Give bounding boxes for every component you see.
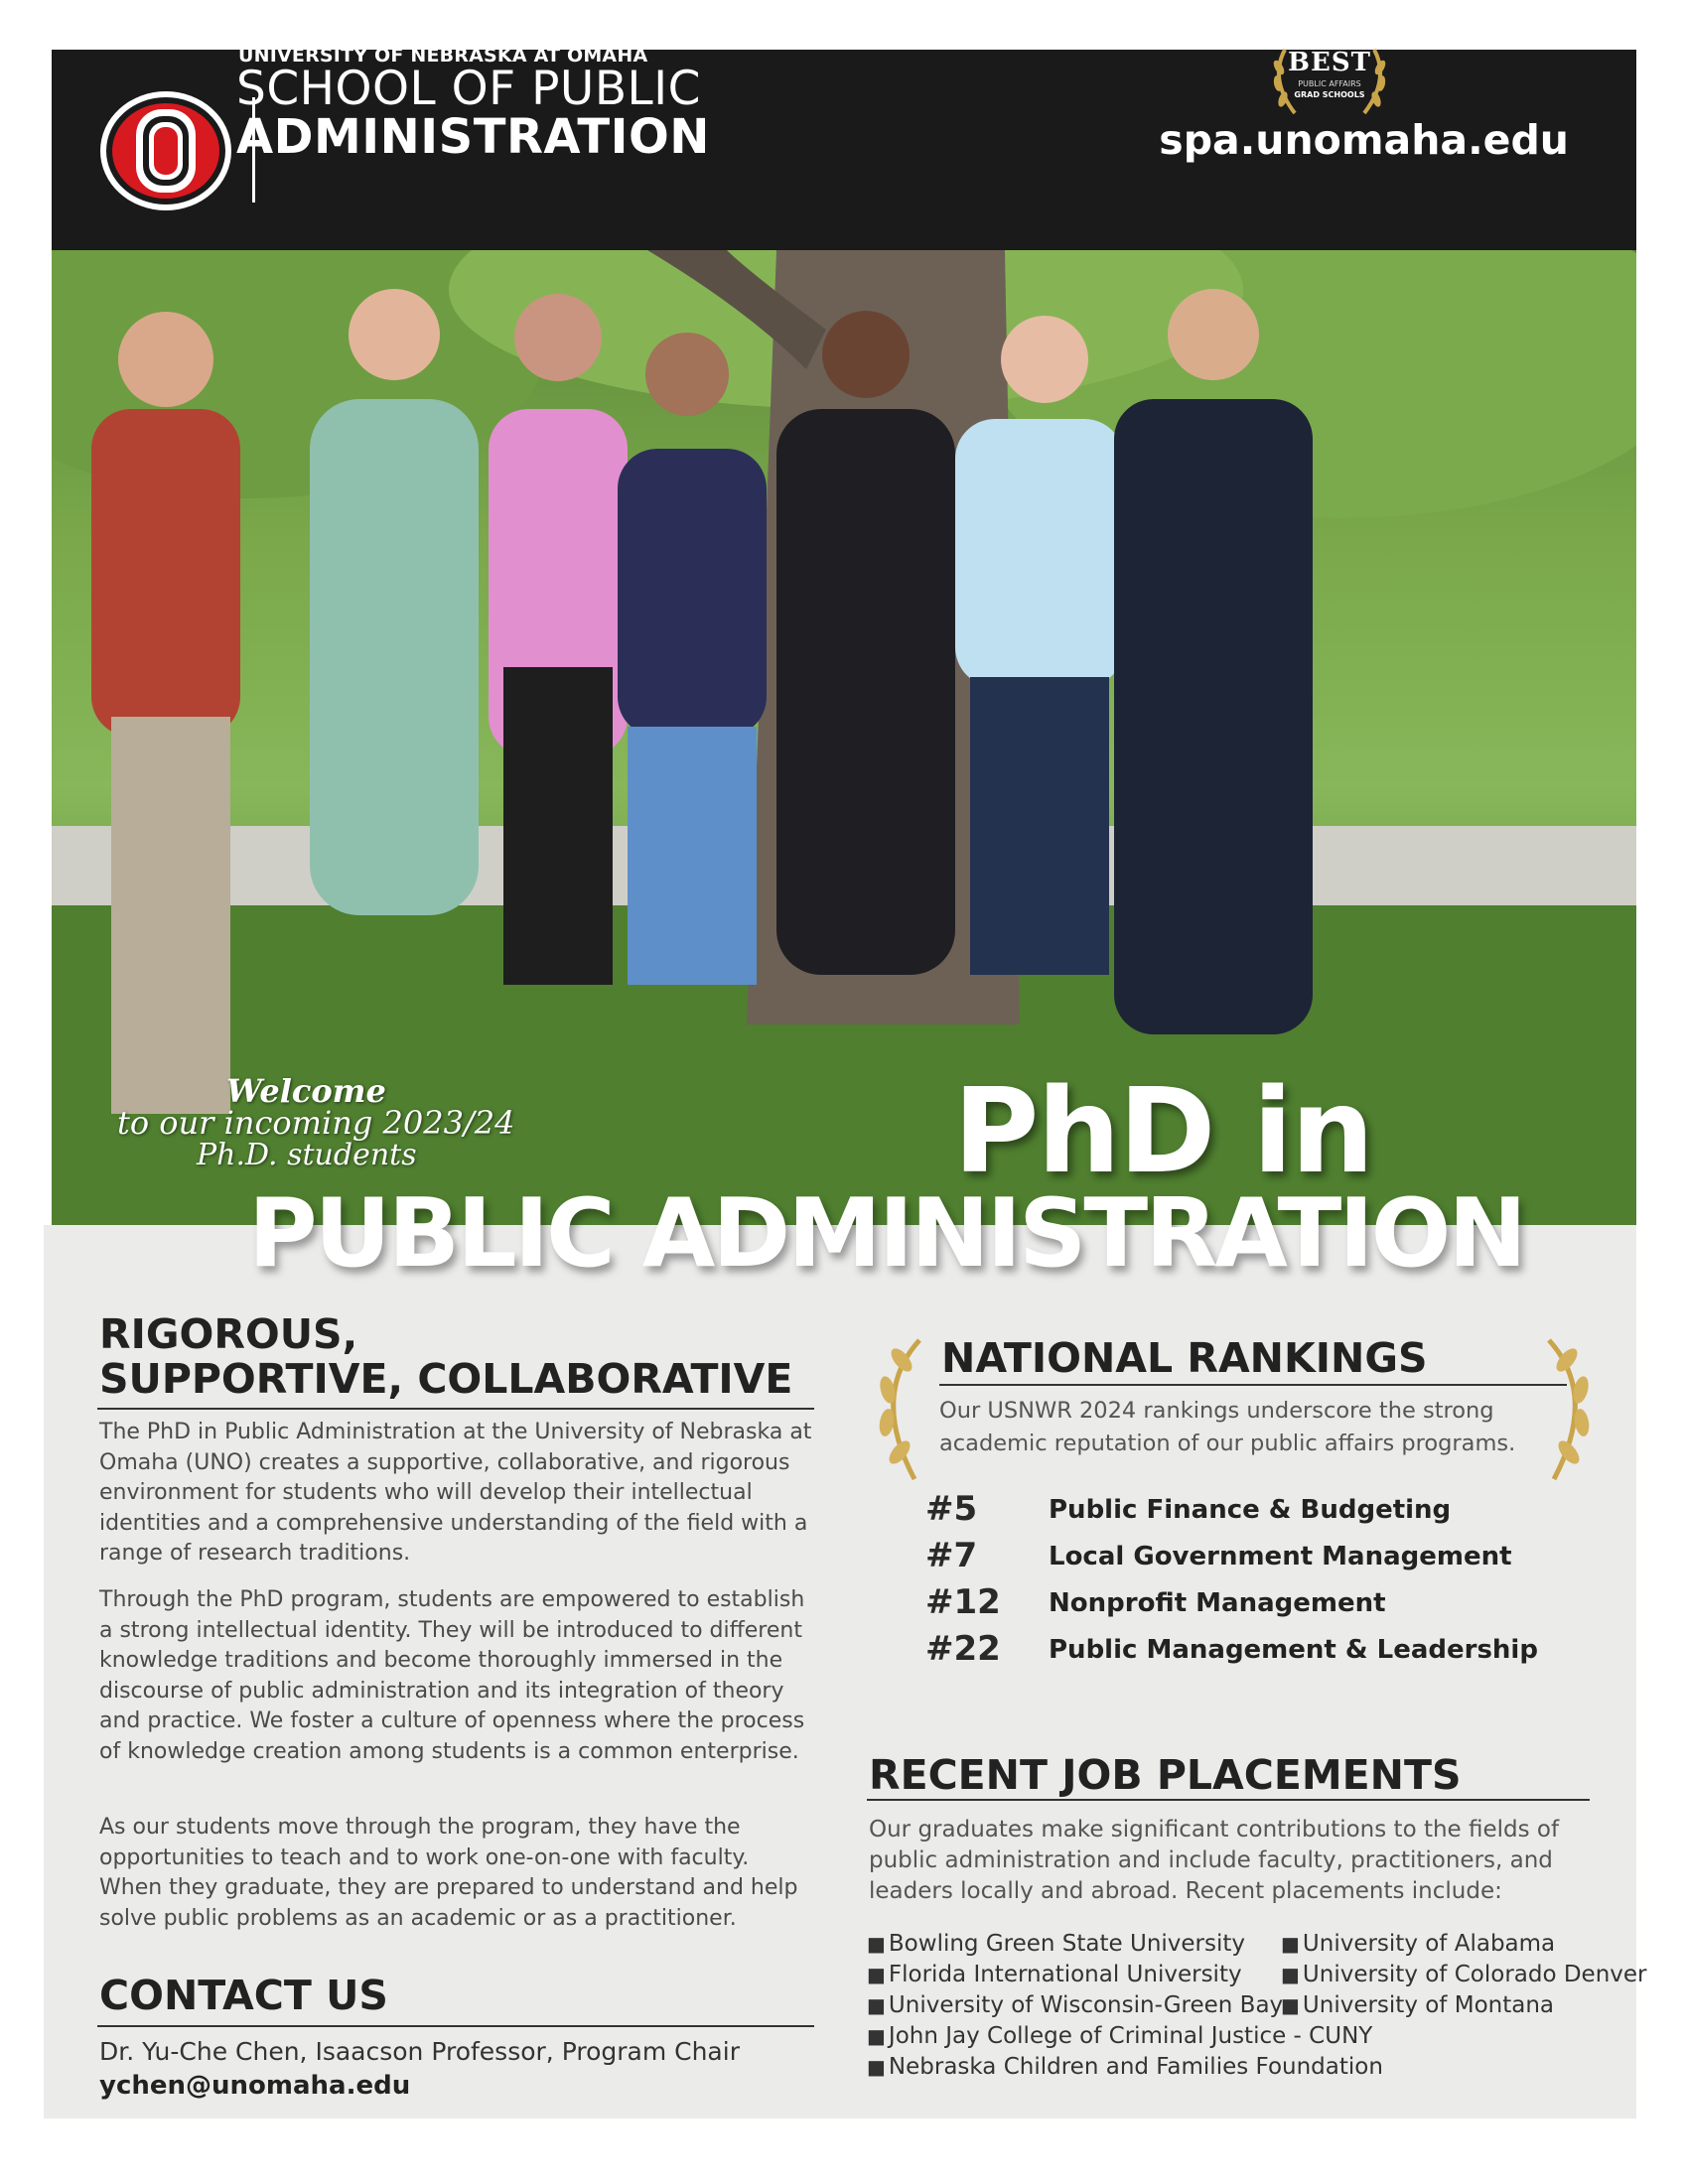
badge-best: BEST [1288, 48, 1371, 77]
badge-subtitle-2: GRAD SCHOOLS [1294, 90, 1365, 99]
rank-program: Nonprofit Management [1049, 1588, 1386, 1618]
rank-program: Local Government Management [1049, 1542, 1512, 1571]
contact-heading-rule [97, 2025, 814, 2027]
job-placement-item: ■ Nebraska Children and Families Foundation [867, 2054, 1383, 2080]
rank-number: #5 [925, 1489, 978, 1529]
school-name-line1: SCHOOL OF PUBLIC [236, 62, 701, 116]
left-heading-rule [97, 1408, 814, 1410]
welcome-line3: Ph.D. students [197, 1138, 417, 1172]
contact-name: Dr. Yu-Che Chen, Isaacson Professor, Program Chair [99, 2037, 740, 2066]
intro-paragraph-3: As our students move through the program, they have the opportunities to teach and to work one-on-one with faculty. When they graduate, they are prepared to understand and help solve public problems as an academic or as a practitioner. [99, 1815, 798, 1931]
left-heading-line1: RIGOROUS, [99, 1310, 358, 1358]
job-placement-item: ■ Bowling Green State University [867, 1931, 1245, 1957]
job-placement-item: ■ University of Wisconsin-Green Bay [867, 1992, 1283, 2018]
left-heading [99, 1312, 792, 1402]
page-title-line2: PUBLIC ADMINISTRATION [248, 1179, 1524, 1289]
rank-number: #12 [925, 1582, 1001, 1622]
laurel-left-icon [860, 1335, 939, 1484]
contact-email-link[interactable]: ychen@unomaha.edu [99, 2071, 411, 2101]
school-name-line2: ADMINISTRATION [236, 109, 710, 165]
job-placement-item: ■ Florida International University [867, 1962, 1242, 1987]
university-name: UNIVERSITY OF NEBRASKA AT OMAHA [238, 45, 648, 67]
intro-paragraph-1: The PhD in Public Administration at the University of Nebraska at Omaha (UNO) creates a supportive, collaborative, and rigorous environment for students who will develop their intellectual identities and a comprehensive understanding of the field with a range of research traditions. [99, 1420, 812, 1566]
badge-subtitle-1: PUBLIC AFFAIRS [1298, 79, 1361, 88]
rankings-heading-rule [939, 1384, 1567, 1386]
job-placement-item: ■ John Jay College of Criminal Justice - CUNY [867, 2023, 1372, 2049]
job-placement-item: ■ University of Montana [1281, 1992, 1554, 2018]
job-placement-item: ■ University of Colorado Denver [1281, 1962, 1647, 1987]
intro-paragraph-2: Through the PhD program, students are empowered to establish a strong intellectual identity. They will be introduced to different knowledge traditions and become thoroughly immersed in the discourse of public administration and its integration of theory and practice. We foster a culture of openness where the process of knowledge creation among students is a common enterprise. [99, 1587, 805, 1764]
jobs-heading: RECENT JOB PLACEMENTS [869, 1751, 1462, 1799]
left-heading-line2: SUPPORTIVE, COLLABORATIVE [99, 1355, 793, 1403]
rank-program: Public Management & Leadership [1049, 1635, 1538, 1665]
website-link[interactable]: spa.unomaha.edu [1159, 116, 1569, 164]
jobs-intro: Our graduates make significant contributions to the fields of public administration and include faculty, practitioners, and leaders locally and abroad. Recent placements include: [869, 1817, 1560, 1904]
rank-number: #22 [925, 1629, 1001, 1669]
welcome-line1: Welcome [226, 1072, 386, 1110]
page-title-line1: PhD in [953, 1062, 1372, 1199]
jobs-heading-rule [867, 1799, 1590, 1801]
job-placement-item: ■ University of Alabama [1281, 1931, 1555, 1957]
contact-heading: CONTACT US [99, 1972, 388, 2019]
rankings-heading: NATIONAL RANKINGS [941, 1334, 1428, 1382]
rank-program: Public Finance & Budgeting [1049, 1495, 1452, 1525]
welcome-line2: to our incoming 2023/24 [117, 1104, 515, 1142]
rank-number: #7 [925, 1536, 978, 1575]
rankings-intro: Our USNWR 2024 rankings underscore the strong academic reputation of our public affairs programs. [939, 1398, 1516, 1456]
uno-o-logo-icon [96, 87, 235, 214]
